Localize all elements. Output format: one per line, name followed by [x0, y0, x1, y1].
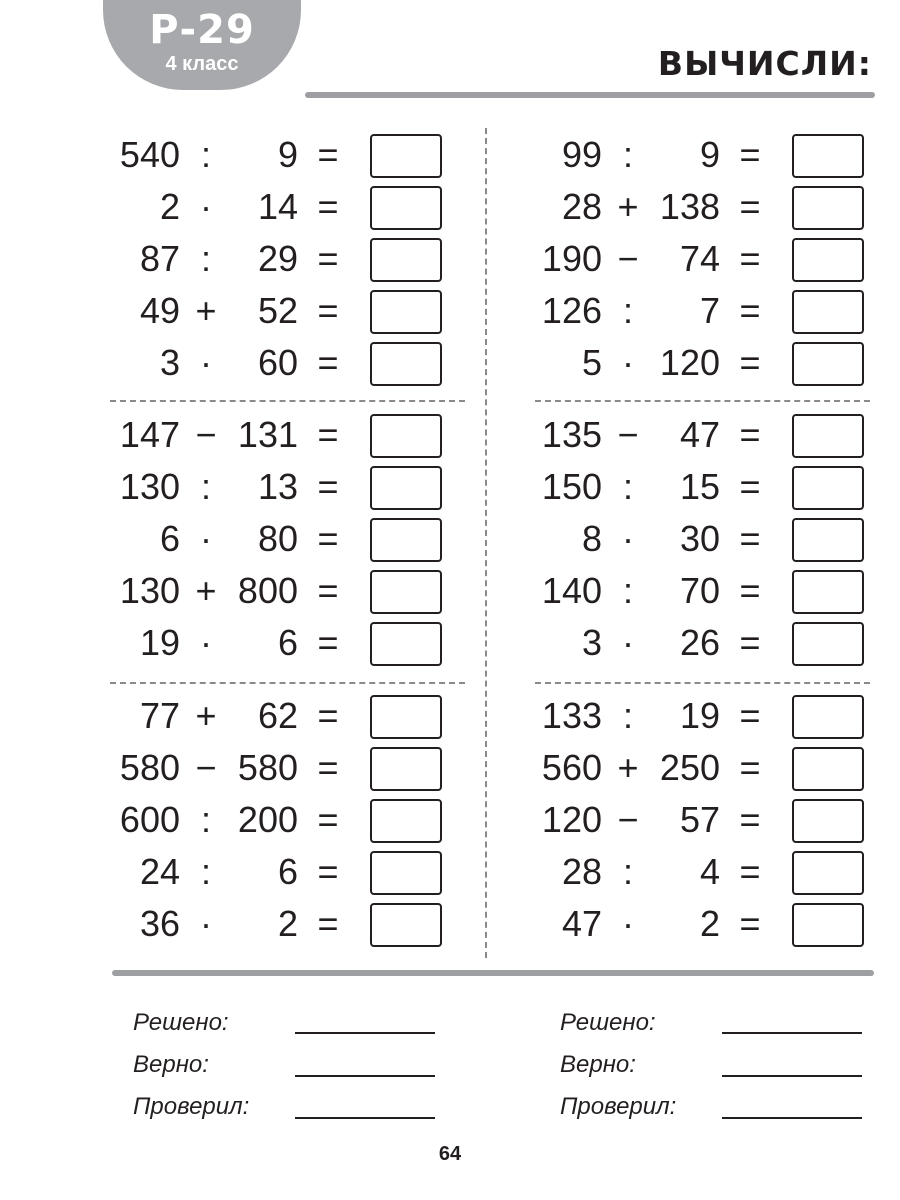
- answer-box[interactable]: [370, 695, 442, 739]
- answer-box[interactable]: [792, 851, 864, 895]
- first-operand: 28: [561, 186, 602, 227]
- second-operand: 62: [257, 695, 298, 736]
- solved-label-right: Решено:: [560, 1009, 656, 1036]
- first-operand: 190: [541, 238, 602, 279]
- first-operand: 3: [581, 622, 602, 663]
- first-operand: 3: [159, 342, 180, 383]
- header-rule: [305, 92, 875, 98]
- exercise-row-left: [100, 620, 460, 666]
- exercise-row-right: [522, 132, 882, 178]
- answer-box[interactable]: [370, 799, 442, 843]
- equals-sign: =: [317, 570, 339, 611]
- answer-box[interactable]: [792, 290, 864, 334]
- solved-label-left: Решено:: [133, 1009, 229, 1036]
- second-operand: 7: [699, 290, 720, 331]
- exercise-row-right: [522, 745, 882, 791]
- operator-sign: :: [200, 799, 211, 840]
- second-operand: 15: [679, 466, 720, 507]
- equals-sign: =: [739, 414, 761, 455]
- correct-label-right: Верно:: [560, 1051, 636, 1078]
- exercise-row-right: [522, 288, 882, 334]
- second-operand: 57: [679, 799, 720, 840]
- worksheet-code-tab: [103, 0, 301, 90]
- first-operand: 36: [139, 903, 180, 944]
- operator-sign: :: [622, 851, 633, 892]
- operator-sign: −: [195, 747, 217, 788]
- answer-box[interactable]: [792, 799, 864, 843]
- second-operand: 13: [257, 466, 298, 507]
- operator-sign: :: [622, 695, 633, 736]
- second-operand: 14: [257, 186, 298, 227]
- equals-sign: =: [739, 186, 761, 227]
- second-operand: 250: [659, 747, 720, 788]
- column-divider: [485, 128, 487, 958]
- first-operand: 24: [139, 851, 180, 892]
- second-operand: 138: [659, 186, 720, 227]
- operator-sign: ·: [200, 186, 212, 227]
- answer-box[interactable]: [792, 134, 864, 178]
- answer-box[interactable]: [792, 570, 864, 614]
- equals-sign: =: [317, 851, 339, 892]
- answer-box[interactable]: [370, 518, 442, 562]
- answer-box[interactable]: [370, 747, 442, 791]
- equals-sign: =: [739, 290, 761, 331]
- solved-line-left[interactable]: [295, 1032, 435, 1034]
- answer-box[interactable]: [370, 414, 442, 458]
- second-operand: 580: [237, 747, 298, 788]
- answer-box[interactable]: [792, 238, 864, 282]
- second-operand: 9: [277, 134, 298, 175]
- first-operand: 120: [541, 799, 602, 840]
- operator-sign: −: [617, 414, 639, 455]
- equals-sign: =: [739, 570, 761, 611]
- equals-sign: =: [739, 695, 761, 736]
- exercise-row-left: [100, 132, 460, 178]
- exercise-row-left: [100, 849, 460, 895]
- operator-sign: −: [195, 414, 217, 455]
- second-operand: 29: [257, 238, 298, 279]
- answer-box[interactable]: [370, 851, 442, 895]
- second-operand: 26: [679, 622, 720, 663]
- operator-sign: :: [200, 238, 211, 279]
- exercise-row-right: [522, 849, 882, 895]
- exercise-row-right: [522, 693, 882, 739]
- exercise-row-right: [522, 568, 882, 614]
- second-operand: 120: [659, 342, 720, 383]
- operator-sign: +: [195, 695, 217, 736]
- operator-sign: ·: [200, 622, 212, 663]
- checked-label-right: Проверил:: [560, 1093, 677, 1120]
- exercise-row-left: [100, 568, 460, 614]
- equals-sign: =: [317, 186, 339, 227]
- second-operand: 19: [679, 695, 720, 736]
- equals-sign: =: [739, 342, 761, 383]
- second-operand: 6: [277, 851, 298, 892]
- answer-box[interactable]: [370, 622, 442, 666]
- equals-sign: =: [317, 342, 339, 383]
- answer-box[interactable]: [370, 570, 442, 614]
- operator-sign: :: [622, 290, 633, 331]
- operator-sign: :: [622, 466, 633, 507]
- exercise-row-left: [100, 745, 460, 791]
- first-operand: 126: [541, 290, 602, 331]
- second-operand: 60: [257, 342, 298, 383]
- operator-sign: ·: [622, 622, 634, 663]
- correct-label-left: Верно:: [133, 1051, 209, 1078]
- operator-sign: +: [617, 186, 639, 227]
- second-operand: 2: [699, 903, 720, 944]
- equals-sign: =: [317, 695, 339, 736]
- second-operand: 9: [699, 134, 720, 175]
- operator-sign: +: [195, 290, 217, 331]
- operator-sign: :: [200, 851, 211, 892]
- equals-sign: =: [739, 466, 761, 507]
- equals-sign: =: [317, 622, 339, 663]
- equals-sign: =: [739, 903, 761, 944]
- correct-line-left[interactable]: [295, 1075, 435, 1077]
- exercise-row-left: [100, 288, 460, 334]
- exercise-row-right: [522, 412, 882, 458]
- operator-sign: ·: [200, 518, 212, 559]
- answer-box[interactable]: [792, 903, 864, 947]
- first-operand: 6: [159, 518, 180, 559]
- second-operand: 800: [237, 570, 298, 611]
- exercise-row-left: [100, 797, 460, 843]
- exercise-row-right: [522, 236, 882, 282]
- equals-sign: =: [739, 134, 761, 175]
- first-operand: 5: [581, 342, 602, 383]
- exercise-row-left: [100, 516, 460, 562]
- exercise-row-left: [100, 236, 460, 282]
- answer-box[interactable]: [370, 290, 442, 334]
- equals-sign: =: [317, 134, 339, 175]
- operator-sign: :: [200, 466, 211, 507]
- first-operand: 130: [119, 466, 180, 507]
- checked-line-right[interactable]: [722, 1117, 862, 1119]
- first-operand: 580: [119, 747, 180, 788]
- equals-sign: =: [317, 414, 339, 455]
- equals-sign: =: [317, 903, 339, 944]
- exercise-row-left: [100, 901, 460, 947]
- equals-sign: =: [317, 747, 339, 788]
- answer-box[interactable]: [792, 414, 864, 458]
- exercise-row-left: [100, 412, 460, 458]
- answer-box[interactable]: [792, 747, 864, 791]
- equals-sign: =: [739, 799, 761, 840]
- operator-sign: :: [622, 570, 633, 611]
- answer-box[interactable]: [792, 695, 864, 739]
- exercise-row-left: [100, 340, 460, 386]
- answer-box[interactable]: [370, 134, 442, 178]
- operator-sign: +: [617, 747, 639, 788]
- first-operand: 19: [139, 622, 180, 663]
- equals-sign: =: [739, 851, 761, 892]
- answer-box[interactable]: [792, 342, 864, 386]
- grade-label: 4 класс: [165, 53, 239, 75]
- operator-sign: :: [200, 134, 211, 175]
- second-operand: 74: [679, 238, 720, 279]
- exercise-row-right: [522, 901, 882, 947]
- footer-rule: [112, 970, 874, 976]
- equals-sign: =: [317, 518, 339, 559]
- first-operand: 135: [541, 414, 602, 455]
- worksheet-code: Р-29: [149, 7, 255, 53]
- second-operand: 70: [679, 570, 720, 611]
- equals-sign: =: [739, 747, 761, 788]
- checked-line-left[interactable]: [295, 1117, 435, 1119]
- exercise-row-left: [100, 693, 460, 739]
- first-operand: 147: [119, 414, 180, 455]
- exercise-row-left: [100, 464, 460, 510]
- first-operand: 150: [541, 466, 602, 507]
- answer-box[interactable]: [370, 466, 442, 510]
- group-divider-right-1: [535, 400, 870, 402]
- second-operand: 47: [679, 414, 720, 455]
- answer-box[interactable]: [370, 903, 442, 947]
- answer-box[interactable]: [792, 518, 864, 562]
- first-operand: 130: [119, 570, 180, 611]
- operator-sign: ·: [200, 342, 212, 383]
- group-divider-left-1: [110, 400, 465, 402]
- first-operand: 140: [541, 570, 602, 611]
- second-operand: 80: [257, 518, 298, 559]
- operator-sign: −: [617, 799, 639, 840]
- operator-sign: ·: [622, 903, 634, 944]
- equals-sign: =: [317, 290, 339, 331]
- correct-line-right[interactable]: [722, 1075, 862, 1077]
- exercise-row-left: [100, 184, 460, 230]
- exercise-row-right: [522, 184, 882, 230]
- page-title: ВЫЧИСЛИ:: [657, 44, 872, 83]
- exercise-row-right: [522, 464, 882, 510]
- first-operand: 2: [159, 186, 180, 227]
- first-operand: 77: [139, 695, 180, 736]
- equals-sign: =: [317, 466, 339, 507]
- equals-sign: =: [317, 238, 339, 279]
- first-operand: 540: [119, 134, 180, 175]
- first-operand: 560: [541, 747, 602, 788]
- exercise-row-right: [522, 516, 882, 562]
- second-operand: 52: [257, 290, 298, 331]
- first-operand: 47: [561, 903, 602, 944]
- group-divider-right-2: [535, 682, 870, 684]
- first-operand: 49: [139, 290, 180, 331]
- second-operand: 30: [679, 518, 720, 559]
- equals-sign: =: [739, 622, 761, 663]
- first-operand: 8: [581, 518, 602, 559]
- second-operand: 131: [237, 414, 298, 455]
- second-operand: 4: [699, 851, 720, 892]
- first-operand: 28: [561, 851, 602, 892]
- first-operand: 133: [541, 695, 602, 736]
- operator-sign: ·: [622, 342, 634, 383]
- answer-box[interactable]: [370, 238, 442, 282]
- page-number: 64: [438, 1143, 462, 1165]
- equals-sign: =: [739, 238, 761, 279]
- answer-box[interactable]: [792, 186, 864, 230]
- group-divider-left-2: [110, 682, 465, 684]
- exercise-row-right: [522, 797, 882, 843]
- operator-sign: :: [622, 134, 633, 175]
- checked-label-left: Проверил:: [133, 1093, 250, 1120]
- answer-box[interactable]: [792, 466, 864, 510]
- second-operand: 2: [277, 903, 298, 944]
- equals-sign: =: [317, 799, 339, 840]
- second-operand: 200: [237, 799, 298, 840]
- first-operand: 600: [119, 799, 180, 840]
- first-operand: 87: [139, 238, 180, 279]
- exercise-row-right: [522, 620, 882, 666]
- operator-sign: +: [195, 570, 217, 611]
- exercise-row-right: [522, 340, 882, 386]
- operator-sign: ·: [622, 518, 634, 559]
- answer-box[interactable]: [370, 186, 442, 230]
- answer-box[interactable]: [792, 622, 864, 666]
- operator-sign: ·: [200, 903, 212, 944]
- answer-box[interactable]: [370, 342, 442, 386]
- first-operand: 99: [561, 134, 602, 175]
- operator-sign: −: [617, 238, 639, 279]
- equals-sign: =: [739, 518, 761, 559]
- second-operand: 6: [277, 622, 298, 663]
- solved-line-right[interactable]: [722, 1032, 862, 1034]
